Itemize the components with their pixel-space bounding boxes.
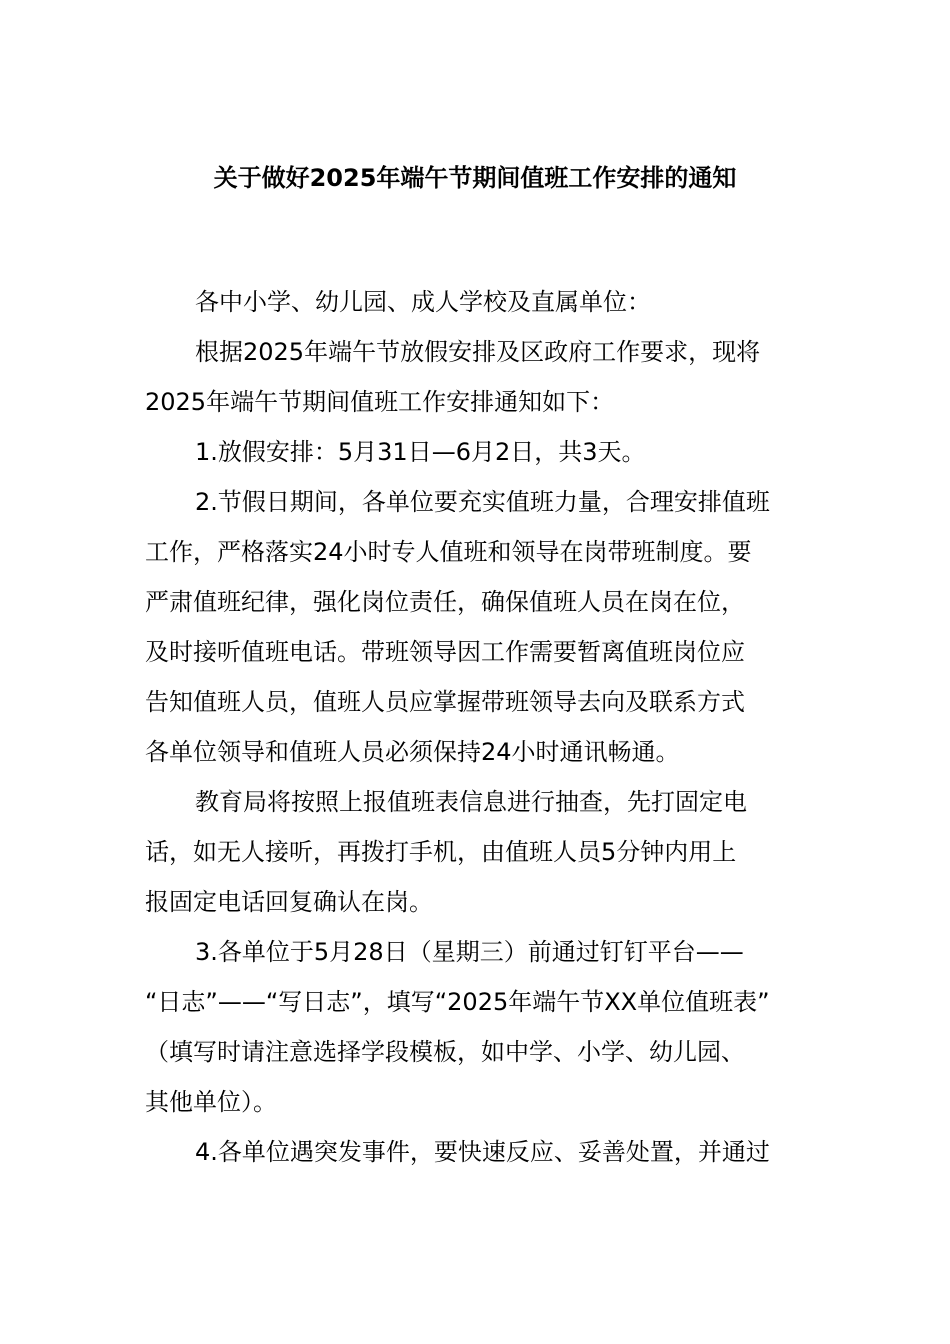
body-line: 2.节假日期间，各单位要充实值班力量，合理安排值班 [195, 488, 770, 516]
body-line: 2025年端午节期间值班工作安排通知如下： [145, 388, 615, 416]
body-line: 根据2025年端午节放假安排及区政府工作要求，现将 [195, 338, 761, 366]
salutation: 各中小学、幼儿园、成人学校及直属单位： [195, 288, 651, 316]
body-line: 教育局将按照上报值班表信息进行抽查，先打固定电 [195, 788, 747, 816]
body-line: 1.放假安排：5月31日—6月2日，共3天。 [195, 438, 646, 466]
document-title: 关于做好2025年端午节期间值班工作安排的通知 [213, 164, 737, 192]
body-line: 报固定电话回复确认在岗。 [145, 888, 433, 916]
body-line: 3.各单位于5月28日（星期三）前通过钉钉平台—— [195, 938, 744, 966]
body-line: 严肃值班纪律，强化岗位责任，确保值班人员在岗在位， [145, 588, 745, 616]
body-line: “日志”——“写日志”，填写“2025年端午节XX单位值班表” [145, 988, 770, 1016]
body-line: （填写时请注意选择学段模板，如中学、小学、幼儿园、 [145, 1038, 745, 1066]
body-line: 工作，严格落实24小时专人值班和领导在岗带班制度。要 [145, 538, 752, 566]
body-line: 及时接听值班电话。带班领导因工作需要暂离值班岗位应 [145, 638, 745, 666]
body-line: 告知值班人员，值班人员应掌握带班领导去向及联系方式 [145, 688, 745, 716]
body-line: 其他单位）。 [145, 1088, 277, 1116]
body-line: 各单位领导和值班人员必须保持24小时通讯畅通。 [145, 738, 680, 766]
body-line: 4.各单位遇突发事件，要快速反应、妥善处置，并通过 [195, 1138, 770, 1166]
body-line: 话，如无人接听，再拨打手机，由值班人员5分钟内用上 [145, 838, 737, 866]
